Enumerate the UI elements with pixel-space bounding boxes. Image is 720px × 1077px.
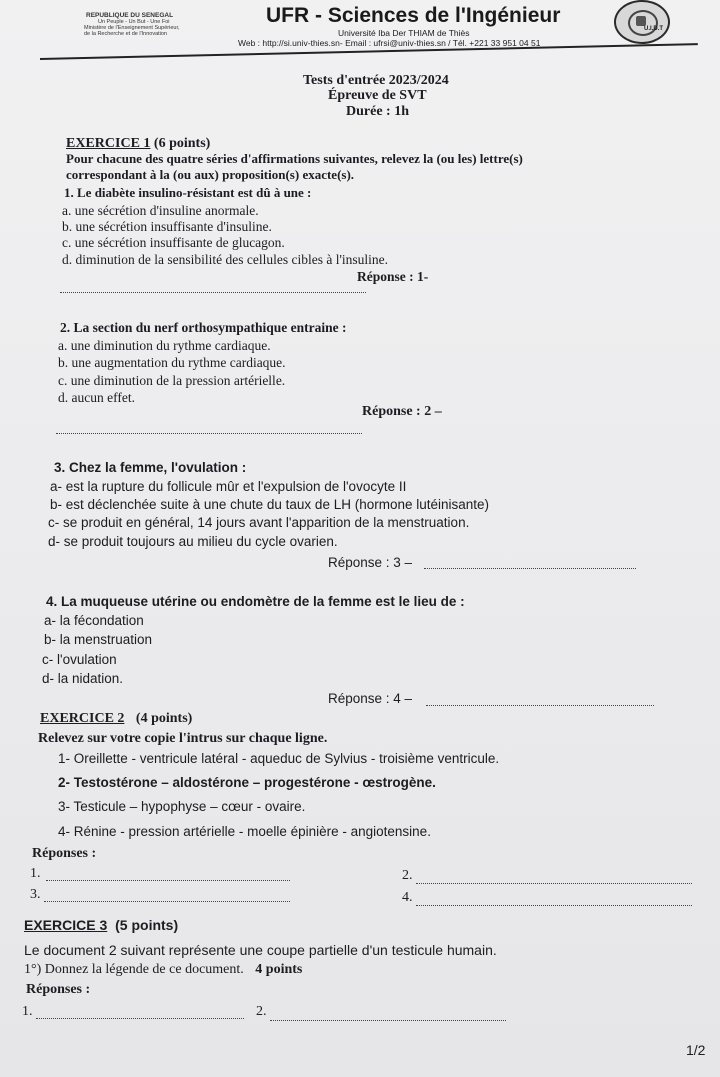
q4-answer-label: Réponse : 4 – bbox=[328, 691, 413, 706]
ex3-points: (5 points) bbox=[115, 917, 179, 933]
university-logo bbox=[614, 0, 670, 44]
ex1-heading bbox=[66, 136, 210, 152]
ex3-response-2: 2. bbox=[256, 1004, 267, 1019]
header-contact: Web : http://si.univ-thies.sn- Email : ufrsi@univ-thies.sn / Tél. +221 33 951 04 51 bbox=[238, 38, 541, 48]
q3-option-b: b- est déclenchée suite à une chute du taux de LH (hormone lutéinisante) bbox=[50, 497, 490, 512]
header-ministry-1: Ministère de l'Enseignement Supérieur, bbox=[84, 25, 180, 31]
q4-option-c: c- l'ovulation bbox=[42, 652, 117, 667]
ex3-response-2-line bbox=[270, 1020, 506, 1021]
logo-text: U.I.D.T bbox=[644, 26, 663, 32]
header-motto: Un Peuple - Un But - Une Foi bbox=[98, 19, 170, 25]
q2-option-b: b. une augmentation du rythme cardiaque. bbox=[58, 355, 286, 370]
q1-answer-label: Réponse : 1- bbox=[357, 269, 429, 284]
q2-option-d: d. aucun effet. bbox=[58, 390, 135, 405]
ex2-item-2: 2- Testostérone – aldostérone – progestérone - œstrogène. bbox=[58, 775, 436, 790]
q3-option-c: c- se produit en général, 14 jours avant l'apparition de la menstruation. bbox=[48, 515, 470, 530]
q4-answer-line bbox=[426, 705, 654, 706]
ex2-response-4-line bbox=[416, 905, 692, 906]
q2-answer-line bbox=[56, 433, 362, 434]
ex2-response-1-line bbox=[46, 880, 290, 881]
ex2-response-3: 3. bbox=[30, 887, 41, 902]
ex3-heading bbox=[24, 917, 178, 933]
q1-stem: 1. Le diabète insulino-résistant est dû à une : bbox=[64, 185, 312, 200]
ex3-response-1: 1. bbox=[22, 1004, 33, 1019]
page-number: 1/2 bbox=[686, 1042, 706, 1058]
q1-answer-line bbox=[60, 292, 366, 293]
q3-option-d: d- se produit toujours au milieu du cycle ovarien. bbox=[48, 534, 338, 549]
ex3-response-1-line bbox=[36, 1018, 244, 1019]
ex2-item-3: 3- Testicule – hypophyse – cœur - ovaire. bbox=[58, 799, 306, 814]
q1-option-c: c. une sécrétion insuffisante de glucagon. bbox=[62, 235, 285, 250]
ex3-question-row bbox=[24, 962, 302, 978]
logo-gear-icon bbox=[636, 16, 646, 26]
q2-option-c: c. une diminution de la pression artérielle. bbox=[58, 373, 286, 388]
ex1-instruction-1: Pour chacune des quatre séries d'affirmations suivantes, relevez la (ou les) lettre(s) bbox=[66, 151, 523, 166]
ex2-points: (4 points) bbox=[135, 711, 193, 726]
ex1-title: EXERCICE 1 bbox=[66, 136, 151, 151]
exam-subject: Épreuve de SVT bbox=[328, 88, 427, 103]
ex2-heading bbox=[40, 711, 192, 727]
ex3-responses-label: Réponses : bbox=[26, 982, 91, 997]
ex3-question: 1°) Donnez la légende de ce document. bbox=[24, 962, 244, 977]
ex1-instruction-2: correspondant à la (ou aux) proposition(s) exacte(s). bbox=[66, 167, 355, 182]
header-university: Université Iba Der THIAM de Thiès bbox=[338, 28, 470, 38]
ex2-responses-label: Réponses : bbox=[32, 846, 97, 861]
q2-stem: 2. La section du nerf orthosympathique entraine : bbox=[60, 320, 347, 335]
q1-option-a: a. une sécrétion d'insuline anormale. bbox=[62, 203, 259, 218]
q4-option-b: b- la menstruation bbox=[44, 632, 153, 647]
header-republic: REPUBLIQUE DU SENEGAL bbox=[86, 12, 174, 19]
q2-answer-label: Réponse : 2 – bbox=[362, 404, 442, 419]
ex1-points: (6 points) bbox=[153, 136, 211, 151]
ex2-title: EXERCICE 2 bbox=[40, 711, 125, 726]
ex3-question-points: 4 points bbox=[255, 962, 303, 977]
ex2-instruction: Relevez sur votre copie l'intrus sur chaque ligne. bbox=[38, 731, 328, 746]
exam-duration: Durée : 1h bbox=[346, 104, 409, 119]
ex2-response-1: 1. bbox=[30, 866, 41, 881]
q3-stem: 3. Chez la femme, l'ovulation : bbox=[54, 460, 247, 475]
header-title: UFR - Sciences de l'Ingénieur bbox=[266, 4, 561, 27]
q3-answer-label: Réponse : 3 – bbox=[328, 555, 413, 570]
ex3-title: EXERCICE 3 bbox=[24, 917, 108, 933]
header-ministry-2: de la Recherche et de l'Innovation bbox=[84, 31, 167, 37]
ex2-response-3-line bbox=[44, 901, 290, 902]
q4-option-a: a- la fécondation bbox=[44, 613, 144, 628]
ex3-instruction: Le document 2 suivant représente une coupe partielle d'un testicule humain. bbox=[24, 942, 497, 958]
q1-option-d: d. diminution de la sensibilité des cellules cibles à l'insuline. bbox=[62, 252, 388, 267]
ex2-response-2: 2. bbox=[402, 868, 413, 883]
ex2-response-2-line bbox=[416, 883, 692, 884]
ex2-response-4: 4. bbox=[402, 890, 413, 905]
q1-option-b: b. une sécrétion insuffisante d'insuline. bbox=[62, 219, 272, 234]
exam-title: Tests d'entrée 2023/2024 bbox=[303, 73, 449, 88]
q3-option-a: a- est la rupture du follicule mûr et l'expulsion de l'ovocyte II bbox=[50, 479, 407, 494]
q4-stem: 4. La muqueuse utérine ou endomètre de la femme est le lieu de : bbox=[46, 594, 465, 609]
q3-answer-line bbox=[424, 568, 636, 569]
q4-option-d: d- la nidation. bbox=[42, 671, 124, 686]
ex2-item-1: 1- Oreillette - ventricule latéral - aqueduc de Sylvius - troisième ventricule. bbox=[58, 751, 500, 766]
q2-option-a: a. une diminution du rythme cardiaque. bbox=[58, 338, 271, 353]
ex2-item-4: 4- Rénine - pression artérielle - moelle épinière - angiotensine. bbox=[58, 824, 431, 839]
